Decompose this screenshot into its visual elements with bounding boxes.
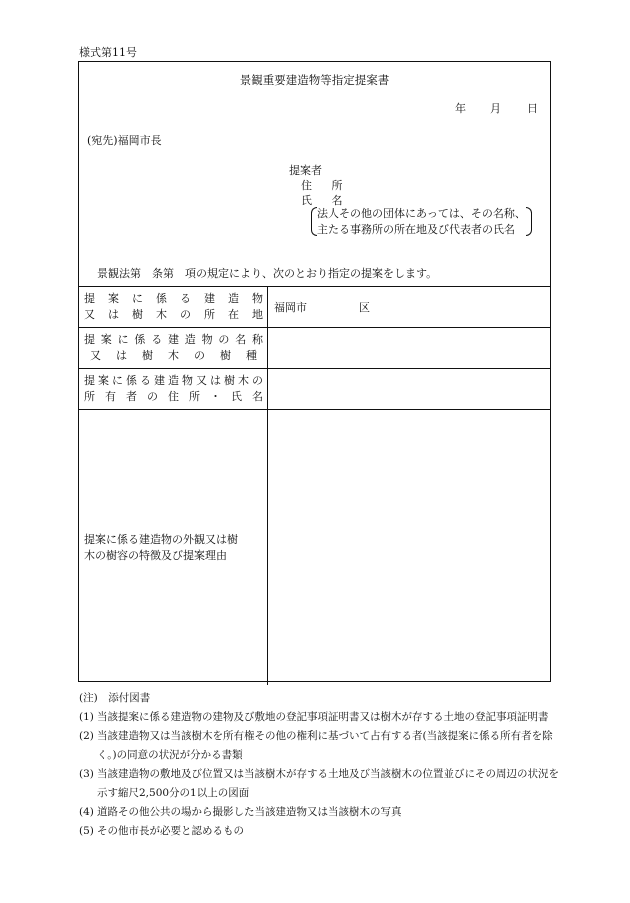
proposal-table	[79, 286, 550, 685]
city-ward-text	[274, 299, 384, 315]
form-title: 景観重要建造物等指定提案書	[239, 73, 390, 87]
name-label-line1: 提案に係る建造物の名称	[84, 333, 263, 346]
list-item	[79, 822, 559, 841]
location-label-line1: 提案に係る建造物	[84, 292, 263, 305]
table-row-location	[79, 287, 550, 328]
note-text: 当該建造物又は当該樹木を所有権その他の権利に基づいて占有する者(当該提案に係る所有者を除く。)の同意の状況が分かる書類	[97, 730, 553, 761]
notes-heading: (注) 添付図書	[79, 692, 151, 704]
owner-label	[79, 369, 268, 410]
proposer-block	[289, 163, 351, 208]
features-value-field[interactable]	[268, 410, 551, 686]
date-month-label: 月	[490, 102, 501, 115]
corporate-note	[311, 206, 532, 237]
note-number: (2)	[79, 730, 94, 742]
ward-text: 区	[359, 301, 370, 314]
note-text: その他市長が必要と認めるもの	[97, 825, 244, 837]
location-label-line2: 又は樹木の所在地	[84, 308, 263, 321]
note-text: 当該建造物の敷地及び位置又は当該樹木が存する土地及び当該樹木の位置並びにその周辺の状況を示す縮尺2,500分の1以上の図面	[97, 768, 559, 799]
date-year-label: 年	[455, 102, 466, 115]
list-item	[79, 727, 559, 765]
location-value-field[interactable]	[268, 287, 551, 328]
list-item	[79, 708, 559, 727]
proposer-name-label: 氏 名	[301, 194, 351, 207]
table-row-name	[79, 328, 550, 369]
proposal-statement: 景観法第 条第 項の規定により、次のとおり指定の提案をします。	[97, 267, 438, 280]
city-text: 福岡市	[274, 301, 307, 314]
note-number: (1)	[79, 711, 94, 723]
features-label-line2: 木の樹容の特徴及び提案理由	[84, 548, 227, 562]
owner-label-line2: 所有者の住所・氏名	[84, 390, 263, 403]
owner-value-field[interactable]	[268, 369, 551, 410]
note-number: (3)	[79, 768, 94, 780]
location-label	[79, 287, 268, 328]
name-value-field[interactable]	[268, 328, 551, 369]
addressee: (宛先)福岡市長	[87, 134, 162, 147]
form-frame	[78, 61, 551, 682]
list-item	[79, 803, 559, 822]
date-day-label: 日	[527, 102, 538, 115]
proposer-label: 提案者	[289, 164, 322, 177]
note-text: 道路その他公共の場から撮影した当該建造物又は当該樹木の写真	[97, 806, 402, 818]
features-label-line1: 提案に係る建造物の外観又は樹	[84, 532, 238, 546]
attachment-notes	[79, 689, 559, 841]
note-number: (5)	[79, 825, 94, 837]
table-row-features	[79, 410, 550, 686]
corporate-note-line2: 主たる事務所の所在地及び代表者の氏名	[317, 222, 515, 236]
name-label	[79, 328, 268, 369]
corporate-note-line1: 法人その他の団体にあっては、その名称、	[317, 207, 526, 220]
form-number: 様式第11号	[79, 46, 137, 59]
name-label-line2: 又は樹木の樹種	[90, 349, 257, 362]
note-text: 当該提案に係る建造物の建物及び敷地の登記事項証明書又は樹木が存する土地の登記事項証明書	[97, 711, 549, 723]
note-number: (4)	[79, 806, 94, 818]
table-row-owner	[79, 369, 550, 410]
list-item	[79, 765, 559, 803]
proposer-address-label: 住 所	[301, 179, 351, 192]
owner-label-line1: 提案に係る建造物又は樹木の	[84, 374, 263, 387]
features-label	[79, 410, 268, 686]
